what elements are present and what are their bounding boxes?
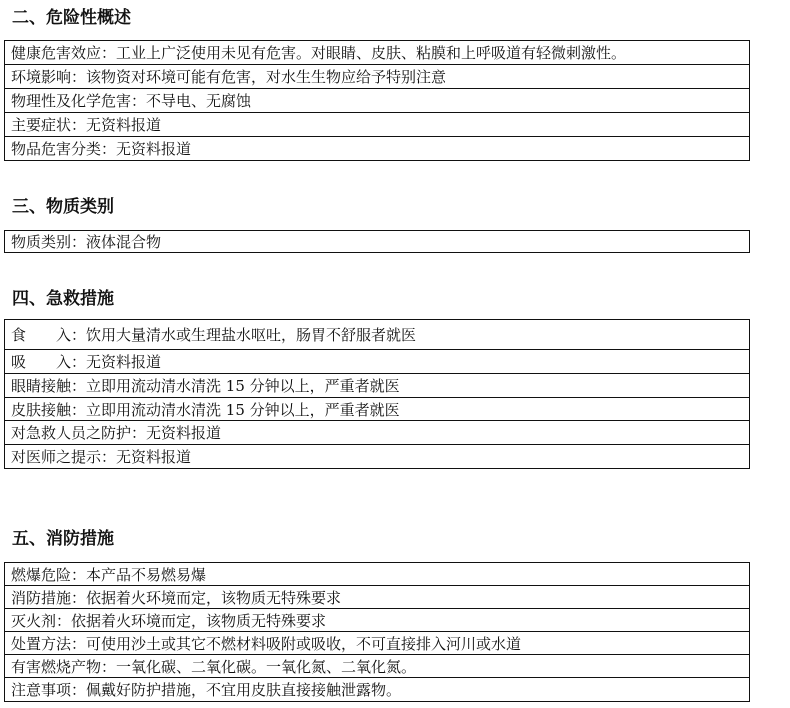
fire-fighting-table <box>4 562 750 702</box>
table-row: 灭火剂：依据着火环境而定，该物质无特殊要求 <box>5 609 749 632</box>
table-row: 注意事项：佩戴好防护措施，不宜用皮肤直接接触泄露物。 <box>11 681 402 699</box>
table-row: 食 入：饮用大量清水或生理盐水呕吐，肠胃不舒服者就医 <box>5 320 749 350</box>
table-row: 消防措施：依据着火环境而定，该物质无特殊要求 <box>5 586 749 609</box>
table-row: 对医师之提示：无资料报道 <box>11 448 192 466</box>
table-row: 皮肤接触：立即用流动清水清洗 15 分钟以上，严重者就医 <box>5 398 749 421</box>
table-row: 吸 入：无资料报道 <box>5 350 749 374</box>
table-row: 燃爆危险：本产品不易燃易爆 <box>5 563 749 586</box>
section-heading-hazard-overview: 二、危险性概述 <box>12 8 131 28</box>
table-row: 处置方法：可使用沙土或其它不燃材料吸附或吸收，不可直接排入河川或水道 <box>5 632 749 655</box>
hazard-overview-table <box>4 40 750 161</box>
section-heading-substance-category: 三、物质类别 <box>12 197 114 217</box>
substance-category-table <box>4 230 750 253</box>
section-heading-first-aid: 四、急救措施 <box>12 289 114 309</box>
table-row: 环境影响：该物资对环境可能有危害，对水生生物应给予特别注意 <box>5 65 749 89</box>
table-row: 物质类别：液体混合物 <box>11 233 162 251</box>
table-row: 物理性及化学危害：不导电、无腐蚀 <box>5 89 749 113</box>
table-row: 有害燃烧产物：一氧化碳、二氧化碳。一氧化氮、二氧化氮。 <box>5 655 749 678</box>
table-row: 对急救人员之防护：无资料报道 <box>5 421 749 445</box>
first-aid-table <box>4 319 750 469</box>
table-row: 眼睛接触：立即用流动清水清洗 15 分钟以上，严重者就医 <box>5 374 749 398</box>
table-row: 主要症状：无资料报道 <box>5 113 749 137</box>
table-row: 健康危害效应：工业上广泛使用未见有危害。对眼睛、皮肤、粘膜和上呼吸道有轻微刺激性。 <box>5 41 749 65</box>
section-heading-fire-fighting: 五、消防措施 <box>12 529 114 549</box>
table-row: 物品危害分类：无资料报道 <box>11 140 192 158</box>
